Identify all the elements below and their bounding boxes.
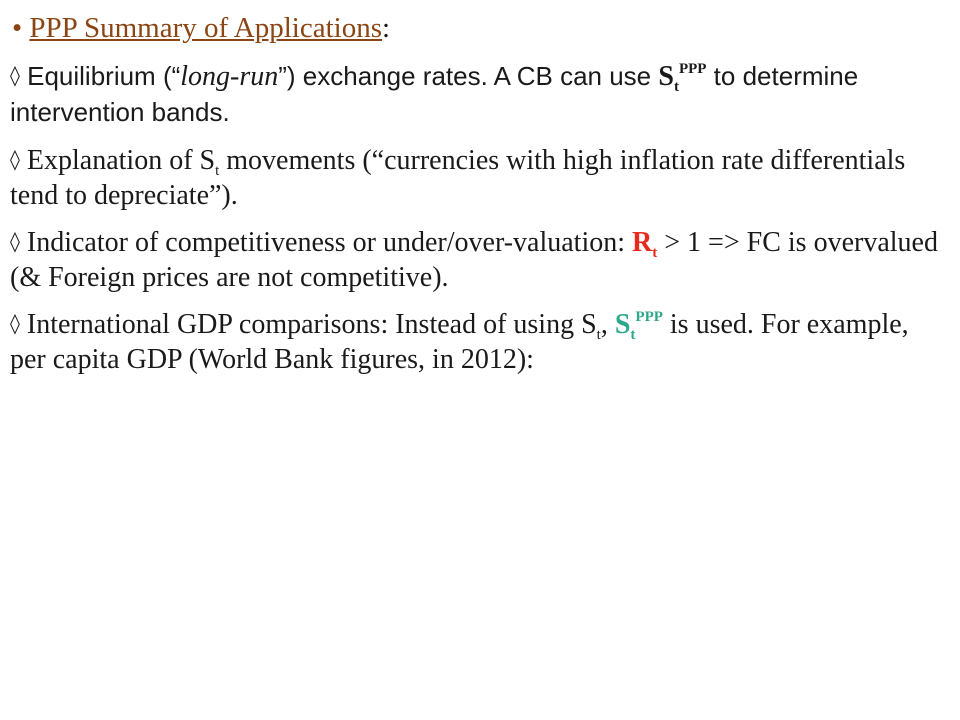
item-text: International GDP comparisons: Instead of using S (19, 309, 597, 340)
symbol-subscript: t (215, 163, 220, 179)
symbol-superscript: PPP (635, 309, 663, 325)
symbol-s-ppp: S (614, 309, 631, 340)
item-text: Equilibrium (“ (19, 61, 181, 91)
item-text: movements (“currencies with high inflation rate differentials tend to depreciate”). (10, 145, 906, 211)
item-equilibrium (10, 58, 950, 130)
item-text: Explanation of S (19, 145, 216, 176)
item-competitiveness (10, 224, 950, 295)
heading-bullet: • (12, 12, 23, 44)
diamond-icon: ◊ (10, 147, 20, 171)
item-italic: long-run (180, 61, 279, 92)
slide-heading (12, 10, 390, 46)
symbol-r: R (632, 227, 653, 258)
diamond-icon: ◊ (10, 229, 20, 253)
symbol-subscript: t (673, 79, 679, 95)
item-text: Indicator of competitiveness or under/over-valuation: (19, 227, 633, 258)
symbol-subscript: t (630, 327, 636, 343)
diamond-icon: ◊ (10, 63, 20, 87)
symbol-s: S (658, 61, 674, 92)
item-text: to determine intervention bands. (10, 61, 859, 127)
symbol-superscript: PPP (678, 61, 707, 77)
heading-title[interactable]: PPP Summary of Applications (29, 12, 382, 44)
item-gdp-comparisons (10, 306, 950, 377)
item-text: > 1 => FC is overvalued (& Foreign prices are not competitive). (10, 227, 938, 293)
item-text: is used. For example, per capita GDP (World Bank figures, in 2012): (10, 309, 909, 375)
symbol-subscript: t (596, 327, 601, 343)
heading-colon: : (382, 12, 391, 44)
item-text: , (600, 309, 615, 340)
symbol-subscript: t (652, 245, 658, 261)
item-explanation (10, 142, 950, 213)
item-text: ”) exchange rates. A CB can use (278, 61, 659, 91)
diamond-icon: ◊ (10, 311, 20, 335)
